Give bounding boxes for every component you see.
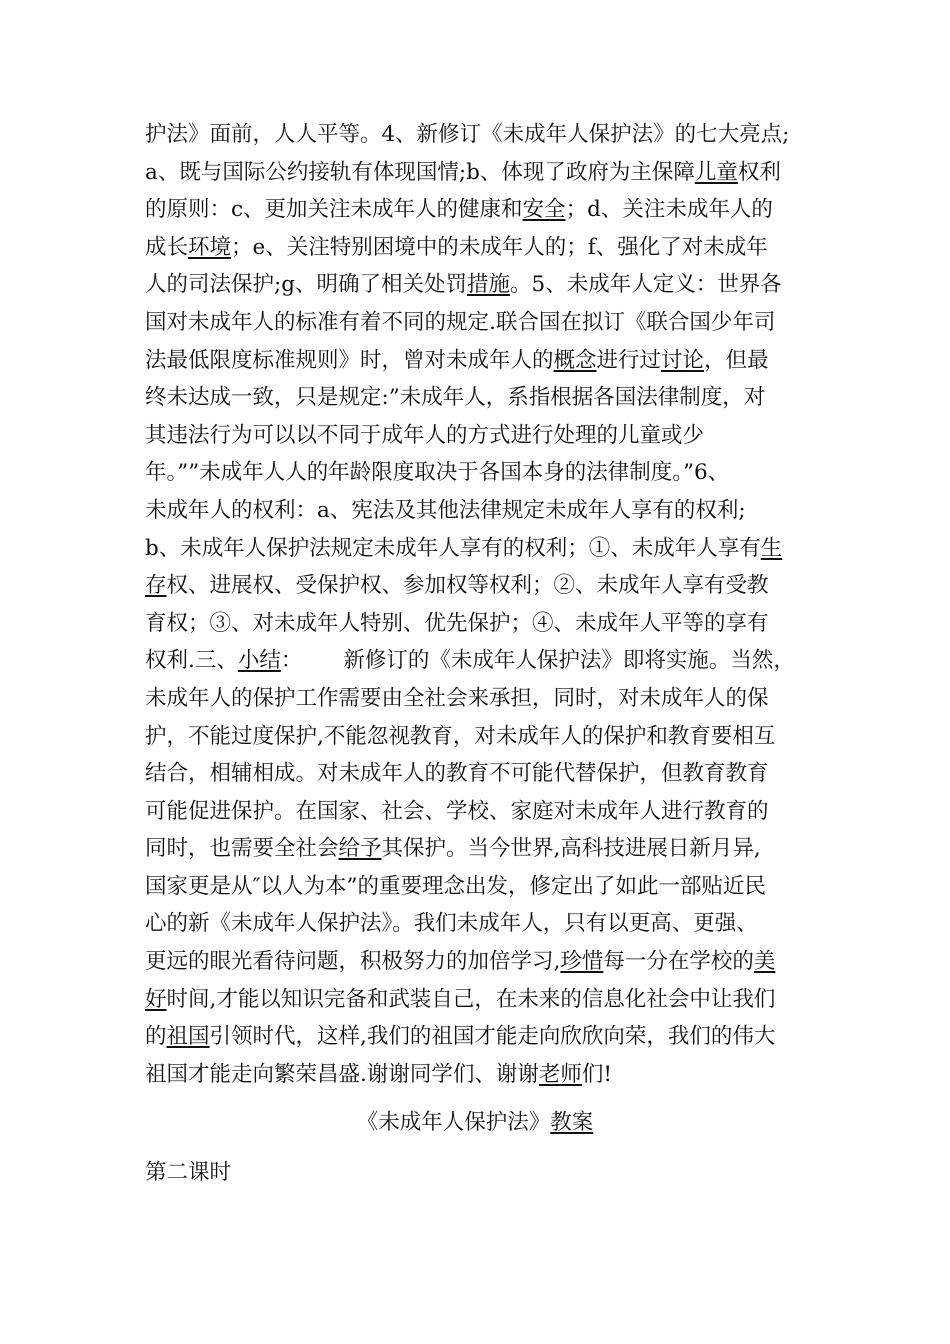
underlined-term[interactable]: 给予 [338, 836, 382, 862]
text-run: 其违法行为可以以不同于成年人的方式进行处理的儿童或少 [145, 422, 705, 448]
text-run: a、既与国际公约接轨有体现国情;b、体现了政府为主保障 [145, 159, 695, 185]
text-run: 护，不能过度保护,不能忽视教育，对未成年人的保护和教育要相互 [145, 723, 776, 749]
text-run: 育权；③、对未成年人特别、优先保护；④、未成年人平等的享有 [145, 610, 769, 636]
text-run: 未成年人的保护工作需要由全社会来承担，同时，对未成年人的保 [145, 685, 769, 711]
text-run: 更远的眼光看待问题，积极努力的加倍学习, [145, 949, 561, 975]
text-line [145, 229, 810, 267]
text-run: 国对未成年人的标准有着不同的规定.联合国在拟订《联合国少年司 [145, 309, 776, 335]
text-line [145, 116, 810, 154]
underlined-term[interactable]: 珍惜 [560, 949, 604, 975]
body-paragraph [145, 116, 810, 1093]
text-line [145, 1018, 810, 1056]
text-run: 成长 [145, 234, 189, 260]
text-run: 人的司法保护;g、明确了相关处罚 [145, 272, 468, 298]
text-line [145, 943, 810, 981]
text-run: ，但最 [704, 347, 769, 373]
text-line [145, 905, 810, 943]
text-line [145, 454, 810, 492]
text-run: 们! [581, 1061, 612, 1087]
text-run: b、未成年人保护法规定未成年人享有的权利；①、未成年人享有 [145, 535, 761, 561]
text-run: 心的新《未成年人保护法》。我们未成年人，只有以更高、更强、 [145, 911, 758, 937]
text-run: 终未达成一致，只是规定:”未成年人，系指根据各国法律制度，对 [145, 385, 766, 411]
text-line [145, 1056, 810, 1094]
text-line [145, 266, 810, 304]
text-run: 进行过 [596, 347, 662, 373]
text-line [145, 868, 810, 906]
underlined-term[interactable]: 措施 [467, 272, 511, 298]
text-line [145, 981, 810, 1019]
text-line [145, 154, 810, 192]
text-line [145, 530, 810, 568]
document-title [0, 1105, 950, 1141]
text-run: 权利 [737, 159, 781, 185]
underlined-term[interactable]: 小结 [237, 648, 281, 674]
underlined-term[interactable]: 存 [145, 573, 167, 599]
text-run: 权、进展权、受保护权、参加权等权利；②、未成年人享有受教 [166, 573, 769, 599]
text-run: ；e、关注特别困境中的未成年人的；f、强化了对未成年 [231, 234, 768, 260]
text-line [145, 492, 810, 530]
text-run: 时间,才能以知识完备和武装自己，在未来的信息化社会中让我们 [166, 986, 776, 1012]
text-run: 的 [145, 1024, 167, 1050]
document-title-text: 《未成年人保护法》 [356, 1110, 551, 1135]
underlined-term[interactable]: 环境 [188, 234, 232, 260]
text-run: 。5、未成年人定义：世界各 [510, 272, 782, 298]
text-run: 国家更是从″以人为本”的重要理念出发，修定出了如此一部贴近民 [145, 873, 767, 899]
underlined-term[interactable]: 老师 [538, 1061, 582, 1087]
text-line [145, 793, 810, 831]
underlined-term[interactable]: 美 [753, 949, 776, 975]
text-run: 年。””未成年人人的年龄限度取决于各国本身的法律制度。”6、 [145, 460, 730, 486]
underlined-term[interactable]: 儿童 [694, 159, 738, 185]
underlined-term[interactable]: 生 [760, 535, 783, 561]
text-line [145, 417, 810, 455]
section-heading: 第二课时 [145, 1160, 232, 1185]
text-run: 每一分在学校的 [603, 949, 754, 975]
underlined-term[interactable]: 好 [145, 986, 167, 1012]
text-line [145, 755, 810, 793]
text-run: ： 新修订的《未成年人保护法》即将实施。当然， [280, 648, 795, 674]
text-run: 可能促进保护。在国家、社会、学校、家庭对未成年人进行教育的 [145, 798, 769, 824]
underlined-term[interactable]: 祖国 [166, 1024, 210, 1050]
text-line [145, 642, 810, 680]
text-run: 权利.三、 [145, 648, 238, 674]
underlined-term[interactable]: 讨论 [661, 347, 705, 373]
text-line [145, 680, 810, 718]
text-run: 结合，相辅相成。对未成年人的教育不可能代替保护，但教育教育 [145, 761, 769, 787]
text-line [145, 379, 810, 417]
text-run: 同时，也需要全社会 [145, 836, 339, 862]
text-run: 引领时代，这样,我们的祖国才能走向欣欣向荣，我们的伟大 [209, 1024, 776, 1050]
text-line [145, 304, 810, 342]
text-line [145, 830, 810, 868]
text-line [145, 718, 810, 756]
text-line [145, 567, 810, 605]
text-run: 护法》面前，人人平等。4、新修订《未成年人保护法》的七大亮点; [145, 122, 790, 147]
underlined-term[interactable]: 概念 [553, 347, 597, 373]
text-run: 未成年人的权利：a、宪法及其他法律规定未成年人享有的权利; [145, 497, 746, 523]
text-line [145, 342, 810, 380]
text-line [145, 605, 810, 643]
text-run: 的原则：c、更加关注未成年人的健康和 [145, 197, 523, 223]
text-run: 祖国才能走向繁荣昌盛.谢谢同学们、谢谢 [145, 1061, 539, 1087]
text-run: ；d、关注未成年人的 [565, 197, 773, 223]
text-line [145, 191, 810, 229]
lesson-plan-link[interactable]: 教案 [550, 1110, 594, 1135]
underlined-term[interactable]: 安全 [522, 197, 566, 223]
text-run: 其保护。当今世界,高科技进展日新月异, [381, 836, 761, 862]
text-run: 法最低限度标准规则》时，曾对未成年人的 [145, 347, 554, 373]
